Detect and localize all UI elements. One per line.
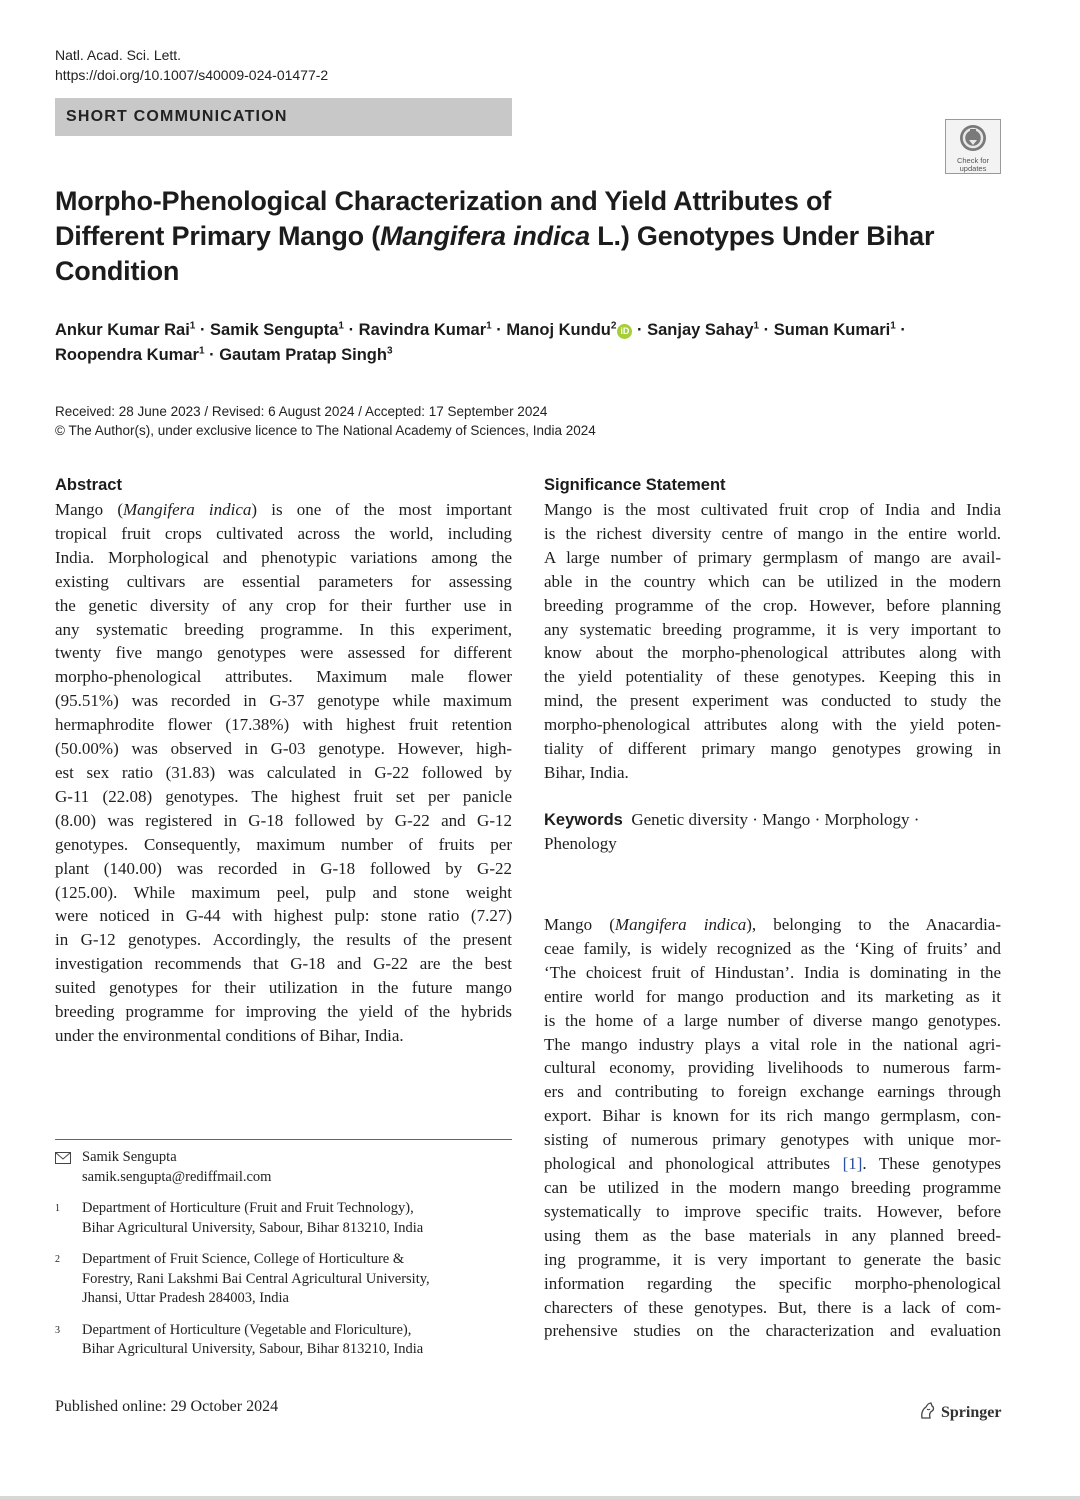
springer-horse-icon <box>918 1401 938 1421</box>
journal-header <box>55 45 328 85</box>
affiliation-number: 2 <box>55 1254 60 1265</box>
author-name[interactable]: Sanjay Sahay <box>647 321 754 339</box>
abstract-line: the genetic diversity of any crop for their further use in <box>55 595 512 615</box>
author-affiliation: 1 <box>890 320 896 332</box>
text-run: ), belonging to the Anacardia- <box>746 915 1001 934</box>
author-affiliation: 1 <box>198 345 205 357</box>
title-text: L.) Genotypes Under Bihar <box>589 221 935 251</box>
separator: · <box>913 810 920 829</box>
abstract-line: (125.00). While maximum peel, pulp and stone weight <box>55 882 512 902</box>
affiliation <box>55 1250 515 1309</box>
abstract-line: existing cultivars are essential parameters for assessing <box>55 571 512 591</box>
published-date: Published online: 29 October 2024 <box>55 1398 279 1415</box>
text-run: ) is one of the most important <box>251 500 512 519</box>
author-name[interactable]: Roopendra Kumar <box>55 346 199 364</box>
section-label: SHORT COMMUNICATION <box>55 98 512 136</box>
abstract-line: plant (140.00) was recorded in G-18 followed by G-22 <box>55 858 512 878</box>
doi-link[interactable]: https://doi.org/10.1007/s40009-024-01477-2 <box>55 67 329 83</box>
significance-line: Bihar, India. <box>544 762 629 782</box>
significance-line: any systematic breeding programme, it is very important to <box>544 619 1001 639</box>
intro-line: ceae family, is widely recognized as the ‘King of fruits’ and <box>544 938 1001 958</box>
author-name[interactable]: Samik Sengupta <box>210 321 339 339</box>
significance-line: the yield potentiality of these genotypes. Keeping this in <box>544 667 1001 687</box>
significance-line: mind, the present experiment was conducted to study the <box>544 691 1001 711</box>
intro-line <box>544 1152 1001 1176</box>
abstract-line: (95.51%) was recorded in G-37 genotype while maximum <box>55 691 512 711</box>
affiliation-line: Department of Horticulture (Fruit and Fruit Technology), <box>82 1200 414 1216</box>
keywords <box>544 808 1001 856</box>
journal-name: Natl. Acad. Sci. Lett. <box>55 47 182 63</box>
title-text: Different Primary Mango ( <box>55 221 381 251</box>
separator: · <box>752 810 758 829</box>
author-line <box>55 343 955 368</box>
abstract-line: were noticed in G-44 with highest pulp: stone ratio (7.27) <box>55 906 512 926</box>
affiliation-line: Department of Horticulture (Vegetable and Floriculture), <box>82 1321 412 1338</box>
separator: · <box>763 321 770 339</box>
significance-body <box>544 498 1001 785</box>
separator: · <box>900 321 906 339</box>
affiliation-number: 1 <box>55 1203 60 1214</box>
separator: · <box>209 346 215 364</box>
keyword[interactable]: Mango <box>762 810 811 829</box>
author-name[interactable]: Ankur Kumar Rai <box>55 321 190 339</box>
corresponding-email[interactable]: samik.sengupta@rediffmail.com <box>82 1168 272 1185</box>
separator: · <box>637 321 643 339</box>
introduction-body <box>544 913 1001 1343</box>
intro-line: cultural economy, providing livelihoods to numerous farm- <box>544 1058 1001 1078</box>
keywords-label: Keywords <box>544 811 623 829</box>
abstract-line: under the environmental conditions of Bihar, India. <box>55 1025 404 1045</box>
abstract-line: genotypes. Consequently, maximum number of fruits per <box>55 834 512 854</box>
intro-line: sisting of numerous primary genotypes with unique mor- <box>544 1130 1001 1150</box>
intro-line: systematically to improve specific traits. However, before <box>544 1201 1001 1221</box>
species-name: Mangifera indica <box>614 915 747 934</box>
abstract-line: investigation recommends that G-18 and G-22 are the best <box>55 954 512 974</box>
text-run: Mango ( <box>544 915 615 934</box>
affiliation-line: Jhansi, Uttar Pradesh 284003, India <box>82 1290 289 1306</box>
abstract-line: breeding programme for improving the yield of the hybrids <box>55 1002 512 1022</box>
separator: · <box>348 321 355 339</box>
abstract-line: suited genotypes for their utilization in the future mango <box>55 978 512 998</box>
separator: · <box>814 810 821 829</box>
title-line: Morpho-Phenological Characterization and Yield Attributes of <box>55 186 832 216</box>
affiliation <box>55 1199 515 1238</box>
intro-line: using them as the base materials in any planned breed- <box>544 1225 1001 1245</box>
abstract-line: G-11 (22.08) genotypes. The highest fruit set per panicle <box>55 786 512 806</box>
title-line: Condition <box>55 256 180 286</box>
abstract-line: (50.00%) was observed in G-03 genotype. However, high- <box>55 739 512 759</box>
publisher-name: Springer <box>941 1404 1002 1421</box>
title-line <box>55 219 955 254</box>
separator: · <box>199 321 206 339</box>
author-list <box>55 318 955 368</box>
keyword[interactable]: Phenology <box>544 834 617 853</box>
intro-line: information regarding the specific morpho-phenological <box>544 1273 1001 1293</box>
title-species: Mangifera indica <box>380 221 590 251</box>
author-affiliation: 1 <box>486 320 492 332</box>
intro-line: charecters of these genotypes. But, there is a lack of com- <box>544 1297 1001 1317</box>
abstract-line: in G-12 genotypes. Accordingly, the results of the present <box>55 930 512 950</box>
intro-line: The mango industry plays a vital role in the national agri- <box>544 1034 1001 1054</box>
significance-line: breeding programme of the crop. However, before planning <box>544 595 1001 615</box>
check-updates-label-1: Check for <box>956 156 990 165</box>
abstract-line: hermaphrodite flower (17.38%) with highest fruit retention <box>55 715 512 735</box>
text-run: . These genotypes <box>862 1154 1001 1174</box>
author-name[interactable]: Suman Kumari <box>773 321 891 339</box>
significance-line: A large number of primary germplasm of mango are avail- <box>544 547 1001 567</box>
check-for-updates-button[interactable] <box>945 119 1001 174</box>
article-title <box>55 184 955 289</box>
significance-line: able in the country which can be utilized in the modern <box>544 571 1001 591</box>
affiliation-line: Forestry, Rani Lakshmi Bai Central Agricultural University, <box>82 1270 430 1287</box>
intro-line: entire world for mango production and its marketing as it <box>544 986 1001 1006</box>
abstract-line: est sex ratio (31.83) was calculated in G-22 followed by <box>55 762 512 782</box>
orcid-icon[interactable]: iD <box>617 324 632 339</box>
significance-line: is the richest diversity centre of mango in the entire world. <box>544 523 1001 543</box>
intro-line: ing programme, it is very important to generate the basic <box>544 1249 1001 1269</box>
corresponding-author <box>55 1148 515 1187</box>
abstract-line: morpho-phenological attributes. Maximum male flower <box>55 667 512 687</box>
author-affiliation: 1 <box>753 320 760 332</box>
author-name[interactable]: Gautam Pratap Singh <box>219 346 387 364</box>
intro-line: prehensive studies on the characterization and evaluation <box>544 1321 1001 1341</box>
footnote-divider <box>55 1139 512 1140</box>
keyword[interactable]: Genetic diversity <box>631 810 748 829</box>
abstract-line: India. Morphological and phenotypic variations among the <box>55 547 512 567</box>
significance-heading: Significance Statement <box>544 476 726 494</box>
citation-link[interactable]: [1] <box>842 1154 863 1174</box>
affiliation <box>55 1321 515 1360</box>
abstract-line: tropical fruit crops cultivated across the world, including <box>55 523 512 543</box>
author-affiliation: 3 <box>386 345 393 357</box>
abstract-line: (8.00) was registered in G-18 followed by G-22 and G-12 <box>55 810 512 830</box>
affiliation-line: Department of Fruit Science, College of Horticulture & <box>82 1251 405 1267</box>
intro-line: ers and contributing to foreign exchange earnings through <box>544 1082 1001 1102</box>
check-updates-label-2: updates <box>959 164 987 173</box>
significance-line: Mango is the most cultivated fruit crop of India and India <box>544 500 1001 519</box>
significance-line: know about the morpho-phenological attributes along with <box>544 643 1001 663</box>
species-name: Mangifera indica <box>122 500 252 519</box>
intro-line: export. Bihar is known for its rich mango germplasm, con- <box>544 1106 1001 1126</box>
intro-line: can be utilized in the modern mango breeding programme <box>544 1177 1001 1197</box>
author-affiliation: 2 <box>610 320 617 332</box>
significance-line: tiality of different primary mango genotypes growing in <box>544 739 1001 759</box>
author-line <box>55 318 955 343</box>
text-run: Mango ( <box>55 500 123 519</box>
footnotes <box>55 1148 515 1360</box>
affiliation-line: Bihar Agricultural University, Sabour, Bihar 813210, India <box>82 1341 424 1357</box>
abstract-line <box>55 498 512 522</box>
copyright: © The Author(s), under exclusive licence to The National Academy of Sciences, India 2024 <box>55 423 596 438</box>
abstract-body <box>55 498 512 1048</box>
abstract-line: twenty five mango genotypes were assessed for different <box>55 643 512 663</box>
author-affiliation: 1 <box>338 320 344 332</box>
affiliation-line: Bihar Agricultural University, Sabour, Bihar 813210, India <box>82 1219 424 1236</box>
author-name[interactable]: Ravindra Kumar <box>358 321 487 339</box>
history-dates: Received: 28 June 2023 / Revised: 6 August 2024 / Accepted: 17 September 2024 <box>55 404 548 419</box>
affiliation-number: 3 <box>55 1324 60 1336</box>
article-dates <box>55 402 596 440</box>
keyword[interactable]: Morphology <box>824 810 910 829</box>
intro-line <box>544 913 1001 937</box>
check-updates-icon <box>959 124 987 152</box>
text-run: phological and phonological attributes <box>544 1154 843 1174</box>
author-name[interactable]: Manoj Kundu <box>506 321 611 339</box>
significance-line: morpho-phenological attributes along with the yield poten- <box>544 715 1001 735</box>
separator: · <box>496 321 502 339</box>
publisher-logo[interactable] <box>918 1401 1001 1422</box>
corresponding-name: Samik Sengupta <box>82 1149 177 1165</box>
intro-line: is the home of a large number of diverse mango genotypes. <box>544 1010 1001 1030</box>
abstract-line: any systematic breeding programme. In this experiment, <box>55 619 512 639</box>
email-icon <box>55 1152 71 1164</box>
intro-line: ‘The choicest fruit of Hindustan’. India is dominating in the <box>544 962 1001 982</box>
author-affiliation: 1 <box>189 320 196 332</box>
abstract-heading: Abstract <box>55 476 122 494</box>
